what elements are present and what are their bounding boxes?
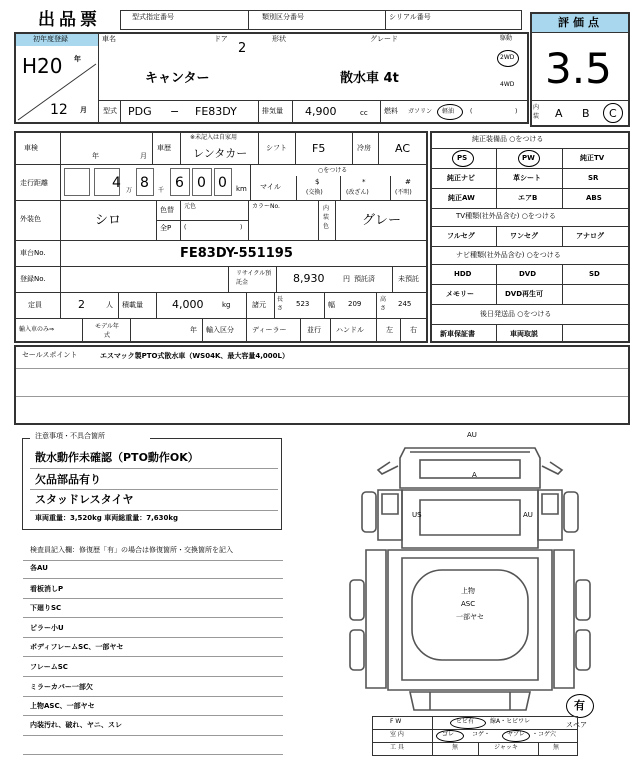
mileage-digit-3: 6 (175, 175, 184, 191)
int-opt-3: ・コゲ穴 (532, 731, 557, 738)
score-value: 3.5 (545, 44, 612, 93)
length: 523 (296, 300, 310, 308)
equip-sr: SR (588, 174, 599, 182)
insp-5: フレームSC (30, 663, 68, 671)
diagram-bed-3: 一部ヤセ (456, 613, 484, 621)
docs-label: 後日発送品 ○をつける (480, 310, 552, 318)
equip-ps: PS (457, 154, 468, 162)
model-year-unit: 年 (190, 326, 197, 334)
insp-6: ミラーカバー一部欠 (30, 683, 93, 691)
navi-hdd: HDD (454, 270, 472, 278)
dims-label: 諸元 (252, 301, 266, 309)
ext-color: シロ (95, 213, 122, 228)
drive-4wd: 4WD (500, 81, 515, 88)
swap-label: (交換) (306, 189, 323, 196)
car-name: キャンター (145, 71, 210, 86)
note-3: 車両重量：3,520kg 車両総重量：7,630kg (35, 514, 179, 522)
fw-opt-0: ヒビ有 (456, 718, 475, 725)
km-unit: km (236, 185, 247, 193)
navi-type-label: ナビ種類(社外品含む) ○をつける (456, 251, 561, 259)
mileage-label: 走行距離 (20, 179, 48, 187)
diagram-bed-2: ASC (461, 600, 476, 608)
grade: 散水車 4t (340, 71, 399, 86)
form-title: 出品票 (38, 10, 101, 30)
import-type-label: 輸入区分 (206, 326, 234, 334)
fuel-label: 燃料 (384, 107, 398, 115)
mileage-circle-note: ○をつける (318, 167, 348, 174)
insp-1: 看板消しP (30, 585, 64, 593)
details-table (14, 131, 428, 343)
fuel-gasoline: ガソリン (408, 108, 433, 115)
yen-unit: 円 (343, 275, 350, 283)
model-label: 型式 (103, 107, 117, 115)
inspection-month-unit: 月 (140, 152, 147, 160)
interior-label: 内装 (533, 104, 540, 120)
color-no-label: カラーNo. (252, 203, 280, 210)
inspection-year-unit: 年 (92, 152, 99, 160)
fuel-diesel: 軽油 (442, 108, 455, 115)
int-opt-2: ヤブレ (507, 731, 525, 738)
mileage-digit-1: 4 (112, 175, 121, 191)
ext-color-label: 外装色 (20, 215, 41, 223)
diagram-front-label: A (472, 471, 477, 479)
int-opt-0: ゴレ (442, 731, 455, 738)
id-numbers-box (120, 10, 522, 30)
truck-diagram (290, 430, 630, 720)
chassis-number: FE83DY-551195 (180, 246, 293, 261)
note-1: 欠品部品有り (35, 473, 101, 486)
full-paint-paren-r: ) (240, 224, 243, 231)
int-color-label: 内装色 (323, 205, 330, 230)
load-unit: kg (222, 301, 231, 309)
model-dash: − (170, 105, 180, 118)
handle-left: 左 (386, 326, 393, 334)
tv-type-label: TV種類(社外品含む) ○をつける (456, 212, 556, 220)
fw-label: F W (390, 718, 402, 725)
height: 245 (398, 300, 412, 308)
reg-year: H20 (22, 54, 63, 78)
displacement-label: 排気量 (262, 107, 283, 115)
fw-opt-1: 線A・ヒビワレ (490, 718, 531, 725)
history-note: ※未記入は自家用 (190, 134, 238, 141)
doc-warranty: 新車保証書 (440, 330, 475, 338)
navi-dvd-play: DVD再生可 (505, 290, 544, 298)
int-color: グレー (362, 213, 402, 228)
capacity-unit: 人 (106, 301, 113, 309)
equip-tv: 純正TV (580, 154, 605, 162)
equip-aw: 純正AW (448, 194, 475, 202)
tamper-label: (改ざん) (346, 189, 369, 196)
diagram-right-label: AU (523, 511, 533, 519)
equip-navi: 純正ナビ (447, 174, 475, 182)
first-reg-label: 初年度登録 (33, 35, 68, 43)
mileage-unit-sen: 千 (158, 187, 165, 194)
model-year-label: モデル年式 (95, 323, 119, 339)
insp-8: 内装汚れ、破れ、ヤニ、スレ (30, 721, 123, 729)
diagram-bed-1: 上物 (461, 587, 475, 595)
cc-unit: cc (360, 109, 368, 117)
mileage-digit-2: 8 (140, 175, 149, 191)
history-label: 車歴 (157, 144, 171, 152)
car-name-label: 車名 (102, 35, 116, 43)
equip-airbag: エアB (518, 194, 538, 202)
tool-label: 工 具 (390, 744, 404, 751)
spare-value: 有 (574, 699, 585, 712)
unknown-label: (不明) (395, 189, 412, 196)
ac-label: 冷房 (357, 144, 371, 152)
sales-point-text: エスマック製PTO式散水車（WS04K、最大容量4,000L） (100, 352, 289, 360)
full-paint-label: 全P (160, 224, 172, 232)
fuel-paren-r: ) (515, 108, 518, 115)
load: 4,000 (172, 298, 204, 311)
displacement: 4,900 (305, 105, 337, 118)
shift-value: F5 (312, 142, 326, 155)
unknown-hash: # (405, 178, 411, 186)
category-label: 類別区分番号 (262, 13, 304, 21)
capacity-label: 定員 (28, 301, 42, 309)
insp-2: 下廻りSC (30, 604, 62, 612)
doc-manual: 車両取説 (510, 330, 538, 338)
width-label: 幅 (328, 301, 335, 309)
mileage-digit-5: 0 (218, 175, 227, 191)
note-2: スタッドレスタイヤ (35, 493, 134, 506)
serial-label: シリアル番号 (389, 13, 431, 21)
recycle-label: リサイクル預託金 (236, 270, 272, 286)
repaint-label: 色替 (160, 206, 174, 214)
drive-2wd: 2WD (500, 54, 515, 61)
import-label: 輸入車のみ⇒ (19, 326, 55, 333)
navi-memory: メモリー (446, 290, 474, 298)
mileage-digit-box-0 (64, 168, 90, 196)
type-designation-label: 型式指定番号 (132, 13, 174, 21)
tv-oneseg: ワンセグ (510, 232, 538, 240)
interior-a: A (555, 107, 563, 120)
full-paint-paren-l: ( (184, 224, 187, 231)
sales-point-label: セールスポイント (22, 351, 78, 359)
shape-label: 形状 (272, 35, 286, 43)
notes-label: 注意事項・不具合箇所 (35, 432, 105, 440)
mileage-digit-4: 0 (197, 175, 206, 191)
reg-no-label: 登録No. (20, 275, 46, 283)
fuel-paren-l: ( (470, 108, 473, 115)
handle-label: ハンドル (336, 326, 364, 334)
door-label: ドア (214, 35, 228, 43)
recycle-unpaid: 未預託 (398, 275, 419, 283)
equip-abs: ABS (586, 194, 602, 202)
inspector-label: 検査員記入欄：修復歴「有」の場合は修復箇所・交換箇所を記入 (30, 546, 233, 554)
insp-3: ピラー小U (30, 624, 64, 632)
mileage-unit-man: 万 (126, 187, 133, 194)
model-prefix: PDG (128, 105, 152, 118)
door-count: 2 (238, 41, 247, 56)
equip-pw: PW (522, 154, 535, 162)
recycle-paid: 預託済 (354, 275, 375, 283)
score-label: 評価点 (558, 16, 603, 29)
genuine-label: 純正装備品 ○をつける (472, 135, 544, 143)
length-label: 長さ (277, 296, 284, 312)
height-label: 高さ (380, 296, 387, 312)
shift-label: シフト (266, 144, 287, 152)
insp-4: ボディフレームSC、一部ヤセ (30, 643, 124, 651)
import-dealer: ディーラー (252, 326, 287, 334)
equip-leather: 革シート (513, 174, 541, 182)
spare-label: スペア (566, 721, 587, 729)
interior-c: C (609, 107, 617, 120)
tamper-star: * (362, 178, 366, 186)
month-unit: 月 (80, 106, 87, 114)
load-label: 積載量 (122, 301, 143, 309)
grade-label: グレード (370, 35, 398, 43)
navi-sd: SD (589, 270, 600, 278)
tv-fullseg: フルセグ (447, 232, 475, 240)
chassis-label: 車台No. (20, 249, 46, 257)
reg-month: 12 (50, 102, 68, 118)
inspection-label: 車検 (24, 144, 38, 152)
int-opt-1: コゲ・ (472, 731, 491, 738)
original-color-label: 元色 (184, 203, 197, 210)
swap-dollar: $ (315, 178, 320, 186)
navi-dvd: DVD (519, 270, 537, 278)
jack-value: 無 (553, 744, 560, 751)
drive-label: 駆動 (500, 35, 513, 42)
insp-7: 上物ASC、一部ヤセ (30, 702, 95, 710)
interior-b: B (582, 107, 590, 120)
diagram-left-label: US (412, 511, 422, 519)
insp-0: 各AU (30, 564, 48, 572)
note-0: 散水動作未確認（PTO動作OK） (35, 451, 199, 464)
capacity: 2 (78, 298, 85, 311)
width: 209 (348, 300, 362, 308)
tv-analog: アナログ (576, 232, 604, 240)
diagram-top-label: AU (467, 431, 477, 439)
jack-label: ジャッキ (494, 744, 518, 751)
model-code: FE83DY (195, 105, 237, 118)
recycle-amount: 8,930 (293, 272, 325, 285)
import-parallel: 並行 (307, 326, 321, 334)
handle-right: 右 (410, 326, 417, 334)
tool-value: 無 (452, 744, 459, 751)
interior-row-label: 室 内 (390, 731, 404, 738)
ac-value: AC (395, 142, 411, 155)
history-value: レンタカー (193, 147, 248, 160)
year-unit: 年 (74, 55, 81, 63)
mile-label: マイル (260, 183, 281, 191)
